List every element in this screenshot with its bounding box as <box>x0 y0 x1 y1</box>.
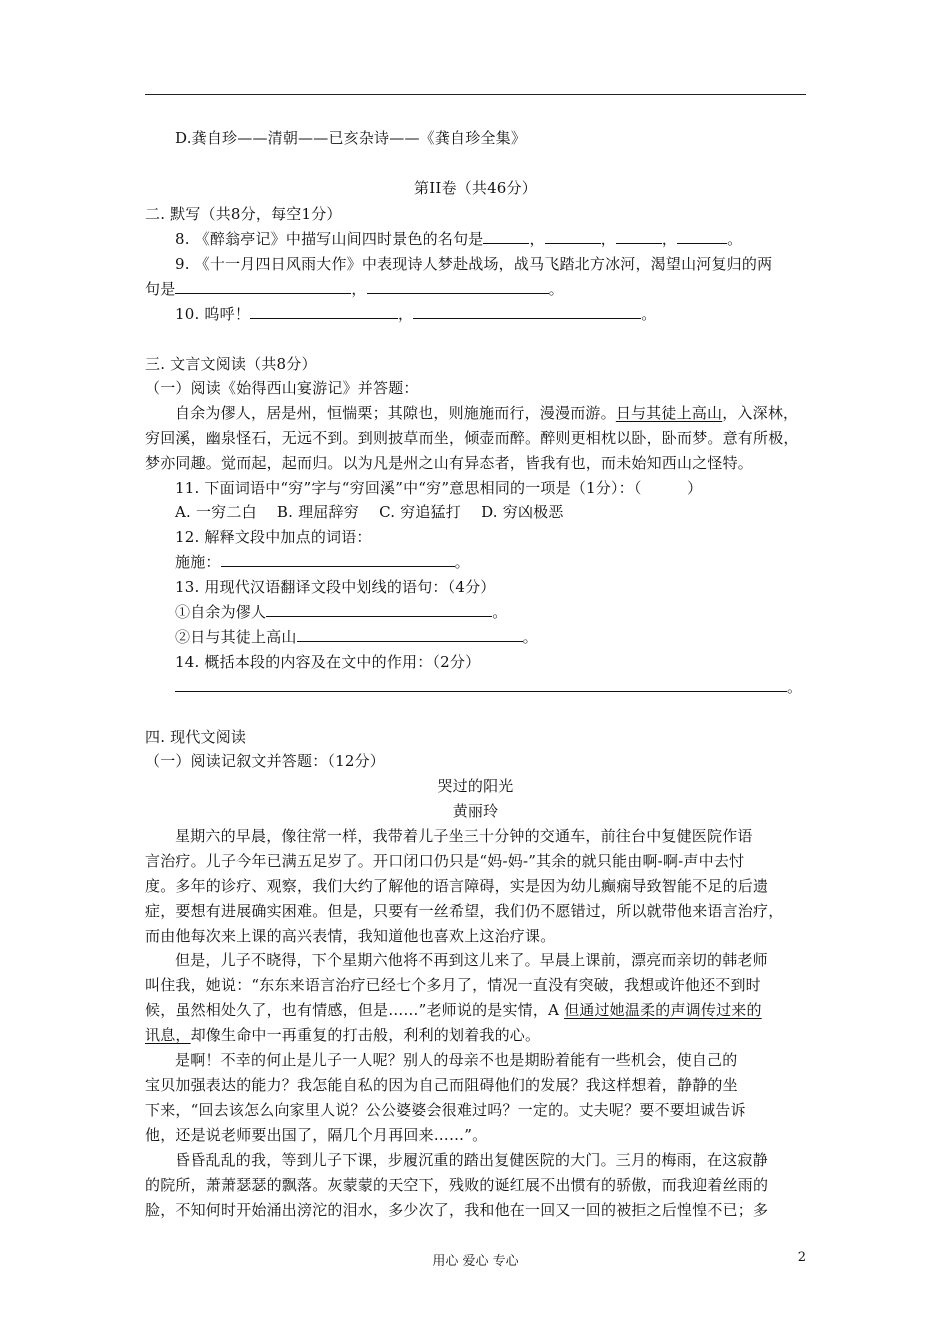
q8-blank-3[interactable] <box>616 229 662 244</box>
section4-heading: 四. 现代文阅读 <box>145 728 247 746</box>
option-d: D.龚自珍——清朝——已亥杂诗——《龚自珍全集》 <box>175 129 527 147</box>
q9-blank-2[interactable] <box>367 279 549 294</box>
part2-title: 第II卷（共46分） <box>414 179 537 197</box>
underlined-sentence-a: 但通过她温柔的声调传过来的 <box>564 1001 762 1019</box>
story-line-9: 讯息，却像生命中一再重复的打击般，利利的划着我的心。 <box>145 1026 541 1044</box>
story-line-1: 星期六的早晨，像往常一样，我带着儿子坐三十分钟的交通车，前往台中复健医院作语 <box>175 827 753 845</box>
question-11-options: A. 一穷二白 B. 理屈辞穷 C. 穷追猛打 D. 穷凶极恶 <box>175 503 564 521</box>
q13-blank-2[interactable] <box>297 627 523 642</box>
q8-blank-1[interactable] <box>483 229 529 244</box>
story-line-6: 但是，儿子不晓得，下个星期六他将不再到这儿来了。早晨上课前，漂亮而亲切的韩老师 <box>175 951 768 969</box>
story-line-8: 候，虽然相处久了，也有情感，但是……”老师说的是实情，A 但通过她温柔的声调传过来的 <box>145 1001 762 1019</box>
q12-blank[interactable] <box>221 552 455 567</box>
question-9-cont: 句是 ， 。 <box>145 280 564 298</box>
story-author: 黄丽玲 <box>452 802 499 820</box>
section3-sub: （一）阅读《始得西山宴游记》并答题： <box>145 379 419 397</box>
question-13-1: ①自余为僇人 。 <box>175 603 508 621</box>
section3-heading: 三. 文言文阅读（共8分） <box>145 355 317 373</box>
q14-blank[interactable] <box>175 677 787 692</box>
story-line-2: 言治疗。儿子今年已满五足岁了。开口闭口仍只是“妈-妈-”其余的就只能由啊-啊-声中去忖 <box>145 852 745 870</box>
header-rule <box>145 94 806 95</box>
q10-blank-1[interactable] <box>250 304 398 319</box>
question-10: 10. 呜呼！ ， 。 <box>175 305 657 323</box>
question-13: 13. 用现代汉语翻译文段中划线的语句：（4分） <box>175 578 496 596</box>
q13-blank-1[interactable] <box>266 602 492 617</box>
story-line-13: 他，还是说老师要出国了，隔几个月再回来……”。 <box>145 1126 488 1144</box>
q8-blank-2[interactable] <box>545 229 601 244</box>
passage-line-2: 穷回溪，幽泉怪石，无远不到。到则披草而坐，倾壶而醉。醉则更相枕以卧，卧而梦。意有所极， <box>145 429 799 447</box>
question-12: 12. 解释文段中加点的词语： <box>175 528 372 546</box>
story-line-16: 脸，不知何时开始涌出滂沱的泪水，多少次了，我和他在一回又一回的被拒之后惶惶不已；多 <box>145 1201 769 1219</box>
q8-text: 8. 《醉翁亭记》中描写山间四时景色的名句是 <box>175 230 484 248</box>
underlined-sentence: 日与其徒上高山 <box>615 404 723 422</box>
story-line-4: 症，要想有进展确实困难。但是，只要有一丝希望，我们仍不愿错过，所以就带他来语言治疗， <box>145 902 784 920</box>
story-title: 哭过的阳光 <box>437 777 514 795</box>
page-number: 2 <box>797 1250 806 1265</box>
question-9: 9. 《十一月四日风雨大作》中表现诗人梦赴战场，战马飞踏北方冰河，渴望山河复归的两 <box>175 255 773 273</box>
question-14: 14. 概括本段的内容及在文中的作用：（2分） <box>175 653 481 671</box>
q8-blank-4[interactable] <box>677 229 727 244</box>
story-line-5: 而由他每次来上课的高兴表情，我知道他也喜欢上这治疗课。 <box>145 927 556 945</box>
section4-sub: （一）阅读记叙文并答题：（12分） <box>145 752 385 770</box>
footer-motto: 用心 爱心 专心 <box>432 1254 519 1269</box>
section2-heading: 二. 默写（共8分，每空1分） <box>145 205 342 223</box>
story-line-10: 是啊！不幸的何止是儿子一人呢？别人的母亲不也是期盼着能有一些机会，使自己的 <box>175 1051 738 1069</box>
q9-blank-1[interactable] <box>175 279 351 294</box>
story-line-14: 昏昏乱乱的我，等到儿子下课，步履沉重的踏出复健医院的大门。三月的梅雨，在这寂静 <box>175 1151 768 1169</box>
passage-line-3: 梦亦同趣。觉而起，起而归。以为凡是州之山有异态者，皆我有也，而未始知西山之怪特。 <box>145 454 754 472</box>
question-11: 11. 下面词语中“穷”字与“穷回溪”中“穷”意思相同的一项是（1分）：（ ） <box>175 479 703 497</box>
passage-line-1: 自余为僇人，居是州，恒惴栗；其隙也，则施施而行，漫漫而游。日与其徒上高山，入深林， <box>175 404 799 422</box>
story-line-11: 宝贝加强表达的能力？我怎能自私的因为自己而阻碍他们的发展？我这样想着，静静的坐 <box>145 1076 738 1094</box>
question-8: 8. 《醉翁亭记》中描写山间四时景色的名句是 ， ， ， 。 <box>175 230 743 248</box>
story-line-15: 的院所，萧萧瑟瑟的飘落。灰蒙蒙的天空下，残败的诞红展不出惯有的骄傲，而我迎着丝雨的 <box>145 1176 769 1194</box>
story-line-3: 度。多年的诊疗、观察，我们大约了解他的语言障碍，实是因为幼儿癫痫导致智能不足的后遗 <box>145 877 769 895</box>
question-14-answer: 。 <box>175 677 802 697</box>
story-line-12: 下来，“回去该怎么向家里人说？公公婆婆会很难过吗？一定的。丈夫呢？要不要坦诚告诉 <box>145 1101 746 1119</box>
q10-blank-2[interactable] <box>413 304 641 319</box>
question-12-answer: 施施： 。 <box>175 553 470 571</box>
story-line-7: 叫住我，她说：“东东来语言治疗已经七个多月了，情况一直没有突破，我想或许他还不到时 <box>145 976 761 994</box>
question-13-2: ②日与其徒上高山 。 <box>175 628 538 646</box>
